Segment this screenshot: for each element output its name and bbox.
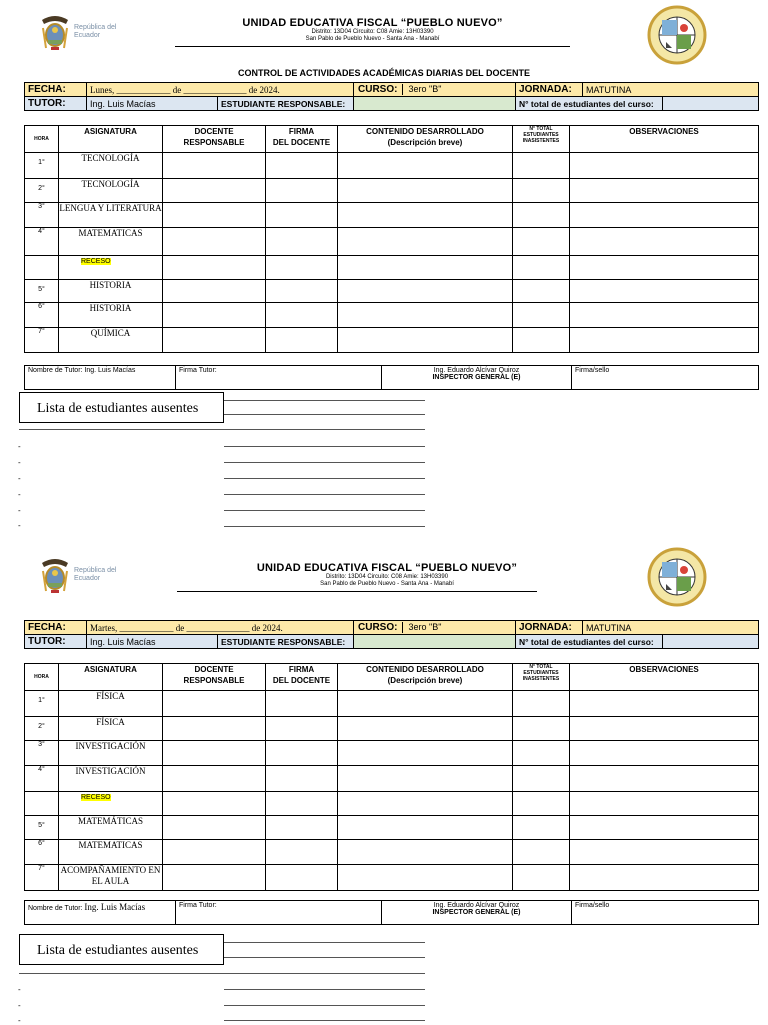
docente-cell[interactable] [163,179,266,203]
curso-label: CURSO: [354,622,403,633]
table-row [25,741,759,766]
inasistentes-cell[interactable] [513,717,570,741]
curso-value[interactable]: 3ero "B" [408,622,442,632]
school-address: San Pablo de Pueblo Nuevo - Santa Ana - Manabí [305,36,440,42]
total-estudiantes-value[interactable] [663,97,759,111]
contenido-cell[interactable] [338,280,513,303]
col-contenido: CONTENIDO DESARROLLADO (Descripción breve) [338,664,513,691]
docente-cell[interactable] [163,256,266,280]
inasistentes-cell[interactable] [513,840,570,865]
school-district: Distrito: 13D04 Circuito: C08 Amie: 13H03390 [325,574,449,580]
inasistentes-cell[interactable] [513,792,570,816]
table-row [25,153,759,179]
asignatura-cell: HISTORIA [59,303,163,328]
ecuador-logo [40,557,125,597]
firma-cell[interactable] [266,840,338,865]
docente-cell[interactable] [163,840,266,865]
form-title: CONTROL DE ACTIVIDADES ACADÉMICAS DIARIAS DEL DOCENTE [237,68,531,78]
inasistentes-cell[interactable] [513,179,570,203]
jornada-label: JORNADA: [516,621,583,635]
observaciones-cell[interactable] [570,303,759,328]
col-asignatura: ASIGNATURA [59,664,163,691]
logo-text: República del Ecuador [74,24,117,39]
observaciones-cell[interactable] [570,840,759,865]
ecuador-logo [40,14,125,54]
asignatura-cell: MATEMATICAS [59,840,163,865]
inspector-name: Ing. Eduardo Alcívar Quiroz [433,367,520,374]
absent-marker: - [18,474,21,483]
table-row [25,717,759,741]
school-address: San Pablo de Pueblo Nuevo - Santa Ana - Manabí [320,581,454,587]
table-row [25,792,759,816]
hora-cell: 5° [25,280,59,303]
ecuador-coat-of-arms-icon [40,14,70,52]
tutor-value[interactable]: Ing. Luis Macías [87,97,218,111]
absent-marker: - [18,521,21,530]
absent-marker: - [18,1001,21,1010]
asignatura-cell: INVESTIGACIÓN [59,766,163,792]
observaciones-cell[interactable] [570,691,759,717]
table-row [25,280,759,303]
inasistentes-cell[interactable] [513,328,570,353]
absent-marker: - [18,458,21,467]
table-row [25,203,759,228]
estudiante-responsable-label: ESTUDIANTE RESPONSABLE: [218,635,354,649]
contenido-cell[interactable] [338,717,513,741]
absent-marker: - [18,1016,21,1025]
firma-tutor-field[interactable]: Firma Tutor: [176,901,382,925]
inasistentes-cell[interactable] [513,203,570,228]
hora-cell: 2° [25,717,59,741]
inasistentes-cell[interactable] [513,691,570,717]
hora-cell: 3° [25,203,59,228]
school-district: Distrito: 13D04 Circuito: C08 Amie: 13H03390 [311,29,434,35]
form-header [0,540,768,600]
contenido-cell[interactable] [338,792,513,816]
contenido-cell[interactable] [338,303,513,328]
info-table [24,82,759,111]
observaciones-cell[interactable] [570,153,759,179]
table-row [25,766,759,792]
jornada-value[interactable]: MATUTINA [583,83,759,97]
observaciones-cell[interactable] [570,865,759,891]
firma-tutor-field[interactable]: Firma Tutor: [176,366,382,390]
hora-cell: 3° [25,741,59,766]
observaciones-cell[interactable] [570,203,759,228]
contenido-cell[interactable] [338,840,513,865]
inasistentes-cell[interactable] [513,280,570,303]
observaciones-cell[interactable] [570,717,759,741]
firma-cell[interactable] [266,280,338,303]
firma-cell[interactable] [266,792,338,816]
hora-cell: 7° [25,865,59,891]
table-row [25,816,759,840]
table-row [25,328,759,353]
col-firma: FIRMA DEL DOCENTE [266,664,338,691]
asignatura-cell: LENGUA Y LITERATURA [59,203,163,228]
docente-cell[interactable] [163,153,266,179]
inasistentes-cell[interactable] [513,741,570,766]
school-name: UNIDAD EDUCATIVA FISCAL “PUEBLO NUEVO” [256,562,518,574]
docente-cell[interactable] [163,303,266,328]
asignatura-cell: TECNOLOGÍA [59,153,163,179]
asignatura-cell: INVESTIGACIÓN [59,741,163,766]
absent-list-title: Lista de estudiantes ausentes [19,392,224,423]
firma-cell[interactable] [266,717,338,741]
contenido-cell[interactable] [338,328,513,353]
hora-cell: 2° [25,179,59,203]
fecha-value[interactable]: Lunes, ____________ de ______________ de 2024. [87,83,354,97]
hora-cell: 4° [25,228,59,256]
estudiante-responsable-value[interactable] [354,97,516,111]
absent-marker: - [18,442,21,451]
logo-text: República del Ecuador [74,567,117,582]
docente-cell[interactable] [163,328,266,353]
inspector-title: INSPECTOR GENERAL (E) [432,909,521,916]
firma-sello-field[interactable]: Firma/sello [572,901,759,925]
inspector-name: Ing. Eduardo Alcívar Quiroz [433,902,520,909]
signature-table [24,365,759,390]
firma-cell[interactable] [266,153,338,179]
fecha-label: FECHA: [25,621,87,635]
col-contenido: CONTENIDO DESARROLLADO (Descripción breve) [338,126,513,153]
title-rule [175,46,570,47]
asignatura-cell [59,792,163,816]
docente-cell[interactable] [163,816,266,840]
contenido-cell[interactable] [338,766,513,792]
firma-sello-field[interactable]: Firma/sello [572,366,759,390]
observaciones-cell[interactable] [570,792,759,816]
inspector-title: INSPECTOR GENERAL (E) [432,374,521,381]
firma-cell[interactable] [266,328,338,353]
observaciones-cell[interactable] [570,179,759,203]
firma-cell[interactable] [266,691,338,717]
title-rule [177,591,537,592]
receso-label: RECESO [81,794,111,801]
tutor-label: TUTOR: [25,97,87,111]
firma-cell[interactable] [266,766,338,792]
inasistentes-cell[interactable] [513,816,570,840]
absent-marker: - [18,490,21,499]
total-estudiantes-label: N° total de estudiantes del curso: [516,635,663,649]
table-row [25,228,759,256]
asignatura-cell: TECNOLOGÍA [59,179,163,203]
asignatura-cell: QUÍMICA [59,328,163,353]
col-inasistentes: N° TOTAL ESTUDIANTES INASISTENTES [513,664,570,691]
fecha-label: FECHA: [25,83,87,97]
school-title-block [175,17,570,47]
docente-cell[interactable] [163,865,266,891]
firma-cell[interactable] [266,741,338,766]
table-row [25,691,759,717]
hora-cell [25,256,59,280]
inasistentes-cell[interactable] [513,228,570,256]
jornada-value[interactable]: MATUTINA [583,621,759,635]
docente-cell[interactable] [163,203,266,228]
tutor-name-field [25,901,176,925]
inspector-field [382,901,572,925]
col-docente: DOCENTE RESPONSABLE [163,126,266,153]
school-seal-icon [646,546,708,608]
inspector-field [382,366,572,390]
inasistentes-cell[interactable] [513,153,570,179]
jornada-label: JORNADA: [516,83,583,97]
hora-cell [25,792,59,816]
firma-cell[interactable] [266,865,338,891]
contenido-cell[interactable] [338,203,513,228]
tutor-value[interactable]: Ing. Luis Macías [87,635,218,649]
curso-value[interactable]: 3ero "B" [408,84,442,94]
total-estudiantes-label: N° total de estudiantes del curso: [516,97,663,111]
table-row [25,256,759,280]
col-firma: FIRMA DEL DOCENTE [266,126,338,153]
observaciones-cell[interactable] [570,280,759,303]
school-name: UNIDAD EDUCATIVA FISCAL “PUEBLO NUEVO” [242,17,503,29]
hora-cell: 7° [25,328,59,353]
docente-cell[interactable] [163,766,266,792]
school-title-block [177,562,597,592]
contenido-cell[interactable] [338,816,513,840]
col-observaciones: OBSERVACIONES [570,664,759,691]
asignatura-cell: MATEMATICAS [59,228,163,256]
contenido-cell[interactable] [338,865,513,891]
col-docente: DOCENTE RESPONSABLE [163,664,266,691]
curso-cell [354,83,516,97]
signature-table [24,900,759,925]
tutor-name-field: Nombre de Tutor: Ing. Luis Macías [25,366,176,390]
col-hora: HORA [25,664,59,691]
observaciones-cell[interactable] [570,328,759,353]
docente-cell[interactable] [163,228,266,256]
hora-cell: 5° [25,816,59,840]
hora-cell: 4° [25,766,59,792]
table-row [25,865,759,891]
activities-table [24,125,759,353]
estudiante-responsable-label: ESTUDIANTE RESPONSABLE: [218,97,354,111]
tutor-name-prefix: Nombre de Tutor: [28,905,83,912]
docente-cell[interactable] [163,792,266,816]
table-row [25,840,759,865]
form-header [0,0,768,60]
tutor-name-value: Ing. Luis Macías [84,902,146,912]
col-asignatura: ASIGNATURA [59,126,163,153]
asignatura-cell: HISTORIA [59,280,163,303]
school-seal-icon [646,4,708,66]
asignatura-cell: FÍSICA [59,717,163,741]
hora-cell: 1° [25,691,59,717]
col-observaciones: OBSERVACIONES [570,126,759,153]
asignatura-cell [59,256,163,280]
table-row [25,179,759,203]
firma-cell[interactable] [266,303,338,328]
hora-cell: 6° [25,303,59,328]
table-header-row [25,664,759,691]
asignatura-cell: MATEMÁTICAS [59,816,163,840]
firma-cell[interactable] [266,203,338,228]
ecuador-coat-of-arms-icon [40,557,70,595]
info-table [24,620,759,649]
curso-label: CURSO: [354,84,403,95]
hora-cell: 1° [25,153,59,179]
total-estudiantes-value[interactable] [663,635,759,649]
absent-list-title: Lista de estudiantes ausentes [19,934,224,965]
inasistentes-cell[interactable] [513,256,570,280]
table-header-row [25,126,759,153]
fecha-value[interactable]: Martes, ____________ de ______________ de 2024. [87,621,354,635]
absent-marker: - [18,985,21,994]
firma-cell[interactable] [266,816,338,840]
firma-cell[interactable] [266,179,338,203]
curso-cell [354,621,516,635]
contenido-cell[interactable] [338,256,513,280]
absent-marker: - [18,506,21,515]
observaciones-cell[interactable] [570,256,759,280]
receso-label: RECESO [81,258,111,265]
firma-cell[interactable] [266,228,338,256]
contenido-cell[interactable] [338,153,513,179]
table-row [25,303,759,328]
col-hora: HORA [25,126,59,153]
docente-cell[interactable] [163,741,266,766]
inasistentes-cell[interactable] [513,865,570,891]
docente-cell[interactable] [163,717,266,741]
hora-cell: 6° [25,840,59,865]
observaciones-cell[interactable] [570,816,759,840]
inasistentes-cell[interactable] [513,303,570,328]
asignatura-cell: FÍSICA [59,691,163,717]
docente-cell[interactable] [163,691,266,717]
docente-cell[interactable] [163,280,266,303]
estudiante-responsable-value[interactable] [354,635,516,649]
observaciones-cell[interactable] [570,228,759,256]
observaciones-cell[interactable] [570,741,759,766]
observaciones-cell[interactable] [570,766,759,792]
tutor-label: TUTOR: [25,635,87,649]
activities-table [24,663,759,891]
contenido-cell[interactable] [338,179,513,203]
firma-cell[interactable] [266,256,338,280]
contenido-cell[interactable] [338,741,513,766]
contenido-cell[interactable] [338,691,513,717]
contenido-cell[interactable] [338,228,513,256]
col-inasistentes: N° TOTAL ESTUDIANTES INASISTENTES [513,126,570,153]
asignatura-cell: ACOMPAÑAMIENTO EN EL AULA [59,865,163,891]
inasistentes-cell[interactable] [513,766,570,792]
